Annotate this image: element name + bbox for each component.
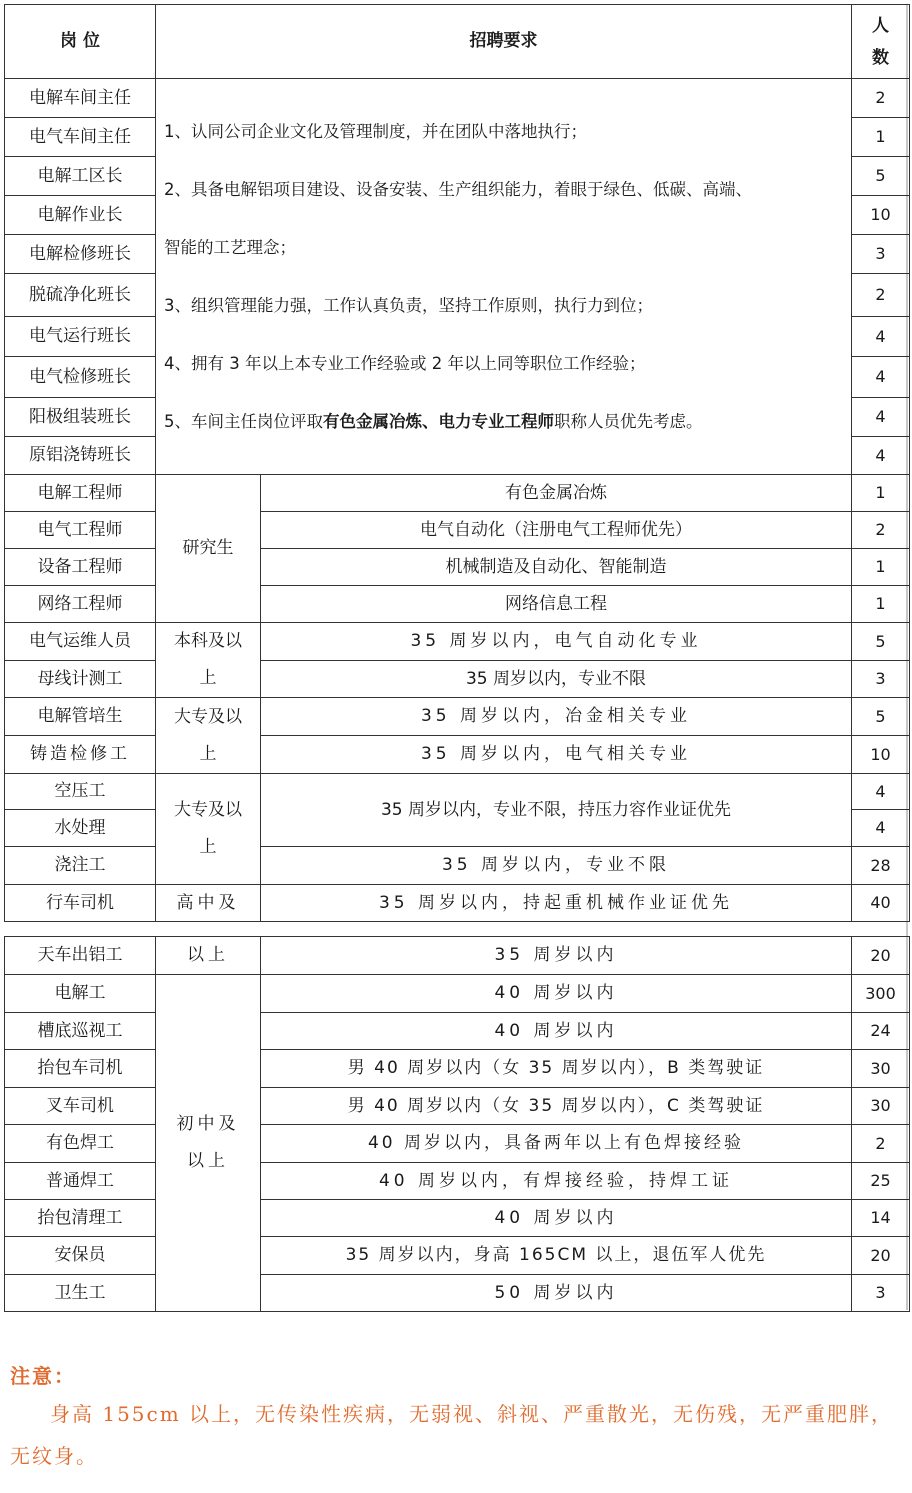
count-cell: 4 bbox=[852, 357, 910, 398]
req-5c: 职称人员优先考虑。 bbox=[554, 411, 703, 431]
education-cell: 初中及以上 bbox=[156, 975, 261, 1312]
requirement-cell: 40 周岁以内 bbox=[261, 1013, 852, 1050]
position-cell: 铸造检修工 bbox=[5, 736, 156, 774]
count-cell: 4 bbox=[852, 774, 910, 810]
position-cell: 电解工 bbox=[5, 975, 156, 1013]
notes-title: 注意： bbox=[10, 1364, 76, 1388]
requirement-cell: 男 40 周岁以内（女 35 周岁以内），B 类驾驶证 bbox=[261, 1050, 852, 1088]
count-cell: 4 bbox=[852, 810, 910, 847]
header-count bbox=[852, 5, 910, 79]
count-cell: 10 bbox=[852, 736, 910, 774]
requirement-cell: 40 周岁以内，具备两年以上有色焊接经验 bbox=[261, 1125, 852, 1163]
management-requirements bbox=[156, 79, 852, 475]
req-line-3: 3、组织管理能力强，工作认真负责，坚持工作原则，执行力到位； bbox=[164, 295, 653, 315]
count-cell: 5 bbox=[852, 698, 910, 736]
count-cell: 14 bbox=[852, 1200, 910, 1237]
education-cell-bottom: 以上 bbox=[156, 937, 261, 975]
education-cell: 大专及以上 bbox=[156, 698, 261, 774]
position-cell: 叉车司机 bbox=[5, 1088, 156, 1125]
position-cell: 电解作业长 bbox=[5, 196, 156, 235]
position-cell: 电解管培生 bbox=[5, 698, 156, 736]
count-cell: 28 bbox=[852, 847, 910, 885]
header-position: 岗 位 bbox=[5, 5, 156, 79]
requirement-cell: 40 周岁以内 bbox=[261, 1200, 852, 1237]
recruitment-table-top bbox=[4, 4, 910, 922]
req-line-1: 1、认同公司企业文化及管理制度，并在团队中落地执行； bbox=[164, 121, 587, 141]
requirement-cell: 35 周岁以内，专业不限 bbox=[261, 847, 852, 885]
position-cell: 电气车间主任 bbox=[5, 118, 156, 157]
position-cell: 浇注工 bbox=[5, 847, 156, 885]
count-cell: 5 bbox=[852, 623, 910, 661]
count-cell: 5 bbox=[852, 157, 910, 196]
count-cell: 1 bbox=[852, 549, 910, 586]
count-cell: 4 bbox=[852, 317, 910, 357]
position-cell: 卫生工 bbox=[5, 1275, 156, 1312]
count-cell: 20 bbox=[852, 1237, 910, 1275]
education-cell: 本科及以上 bbox=[156, 623, 261, 698]
position-cell: 抬包清理工 bbox=[5, 1200, 156, 1237]
count-cell: 10 bbox=[852, 196, 910, 235]
count-cell: 30 bbox=[852, 1088, 910, 1125]
requirement-cell: 35 周岁以内，电气自动化专业 bbox=[261, 623, 852, 661]
requirement-cell: 35 周岁以内，冶金相关专业 bbox=[261, 698, 852, 736]
position-cell: 设备工程师 bbox=[5, 549, 156, 586]
req-line-2: 2、具备电解铝项目建设、设备安装、生产组织能力，着眼于绿色、低碳、高端、 bbox=[164, 179, 752, 199]
position-cell: 脱硫净化班长 bbox=[5, 274, 156, 317]
header-requirements: 招聘要求 bbox=[156, 5, 852, 79]
position-cell: 安保员 bbox=[5, 1237, 156, 1275]
position-cell: 电气工程师 bbox=[5, 512, 156, 549]
req-line-5 bbox=[164, 393, 845, 451]
position-cell: 电气检修班长 bbox=[5, 357, 156, 398]
requirement-cell: 50 周岁以内 bbox=[261, 1275, 852, 1312]
requirement-cell: 机械制造及自动化、智能制造 bbox=[261, 549, 852, 586]
count-cell: 1 bbox=[852, 118, 910, 157]
requirement-cell: 男 40 周岁以内（女 35 周岁以内），C 类驾驶证 bbox=[261, 1088, 852, 1125]
requirement-cell: 电气自动化（注册电气工程师优先） bbox=[261, 512, 852, 549]
position-cell: 空压工 bbox=[5, 774, 156, 810]
position-cell: 母线计测工 bbox=[5, 661, 156, 698]
count-cell: 3 bbox=[852, 235, 910, 274]
notes-body: 身高 155cm 以上，无传染性疾病，无弱视、斜视、严重散光，无伤残，无严重肥胖，无纹身。 bbox=[10, 1402, 894, 1468]
position-cell: 槽底巡视工 bbox=[5, 1013, 156, 1050]
count-cell: 4 bbox=[852, 437, 910, 475]
req-5a: 5、车间主任岗位评取 bbox=[164, 411, 323, 431]
education-cell: 大专及以上 bbox=[156, 774, 261, 885]
count-cell: 3 bbox=[852, 1275, 910, 1312]
count-cell: 4 bbox=[852, 398, 910, 437]
requirement-cell: 35 周岁以内，身高 165CM 以上，退伍军人优先 bbox=[261, 1237, 852, 1275]
count-cell: 40 bbox=[852, 885, 910, 922]
count-cell: 2 bbox=[852, 274, 910, 317]
requirement-cell: 35 周岁以内 bbox=[261, 937, 852, 975]
position-cell: 原铝浇铸班长 bbox=[5, 437, 156, 475]
requirement-cell: 35 周岁以内，电气相关专业 bbox=[261, 736, 852, 774]
position-cell: 电解检修班长 bbox=[5, 235, 156, 274]
count-cell: 1 bbox=[852, 475, 910, 512]
count-cell: 30 bbox=[852, 1050, 910, 1088]
count-cell: 20 bbox=[852, 937, 910, 975]
requirement-cell: 网络信息工程 bbox=[261, 586, 852, 623]
requirement-cell: 35 周岁以内，专业不限 bbox=[261, 661, 852, 698]
count-cell: 25 bbox=[852, 1163, 910, 1200]
count-cell: 24 bbox=[852, 1013, 910, 1050]
notes-section bbox=[10, 1360, 905, 1477]
count-cell: 1 bbox=[852, 586, 910, 623]
position-cell: 抬包车司机 bbox=[5, 1050, 156, 1088]
count-cell: 2 bbox=[852, 79, 910, 118]
position-cell: 有色焊工 bbox=[5, 1125, 156, 1163]
position-cell: 电解工程师 bbox=[5, 475, 156, 512]
position-cell: 电解工区长 bbox=[5, 157, 156, 196]
position-cell: 电气运行班长 bbox=[5, 317, 156, 357]
req-5-emphasis: 有色金属冶炼、电力专业工程师 bbox=[323, 411, 554, 431]
requirement-cell: 40 周岁以内 bbox=[261, 975, 852, 1013]
education-cell-top: 高中及 bbox=[156, 885, 261, 922]
header-count-line1: 人 bbox=[872, 15, 889, 36]
position-cell: 电气运维人员 bbox=[5, 623, 156, 661]
count-cell: 2 bbox=[852, 512, 910, 549]
req-line-4: 4、拥有 3 年以上本专业工作经验或 2 年以上同等职位工作经验； bbox=[164, 353, 646, 373]
count-cell: 3 bbox=[852, 661, 910, 698]
position-cell: 行车司机 bbox=[5, 885, 156, 922]
count-cell: 300 bbox=[852, 975, 910, 1013]
education-cell: 研究生 bbox=[156, 475, 261, 623]
requirement-cell: 35 周岁以内，持起重机械作业证优先 bbox=[261, 885, 852, 922]
position-cell: 阳极组装班长 bbox=[5, 398, 156, 437]
position-cell: 水处理 bbox=[5, 810, 156, 847]
position-cell: 网络工程师 bbox=[5, 586, 156, 623]
requirement-cell: 35 周岁以内，专业不限，持压力容作业证优先 bbox=[261, 774, 852, 847]
position-cell: 普通焊工 bbox=[5, 1163, 156, 1200]
position-cell: 天车出铝工 bbox=[5, 937, 156, 975]
count-cell: 2 bbox=[852, 1125, 910, 1163]
req-line-2b: 智能的工艺理念； bbox=[164, 237, 296, 257]
header-count-line2: 数 bbox=[872, 47, 889, 68]
requirement-cell: 有色金属冶炼 bbox=[261, 475, 852, 512]
position-cell: 电解车间主任 bbox=[5, 79, 156, 118]
requirement-cell: 40 周岁以内，有焊接经验，持焊工证 bbox=[261, 1163, 852, 1200]
recruitment-table-bottom bbox=[4, 936, 910, 1312]
